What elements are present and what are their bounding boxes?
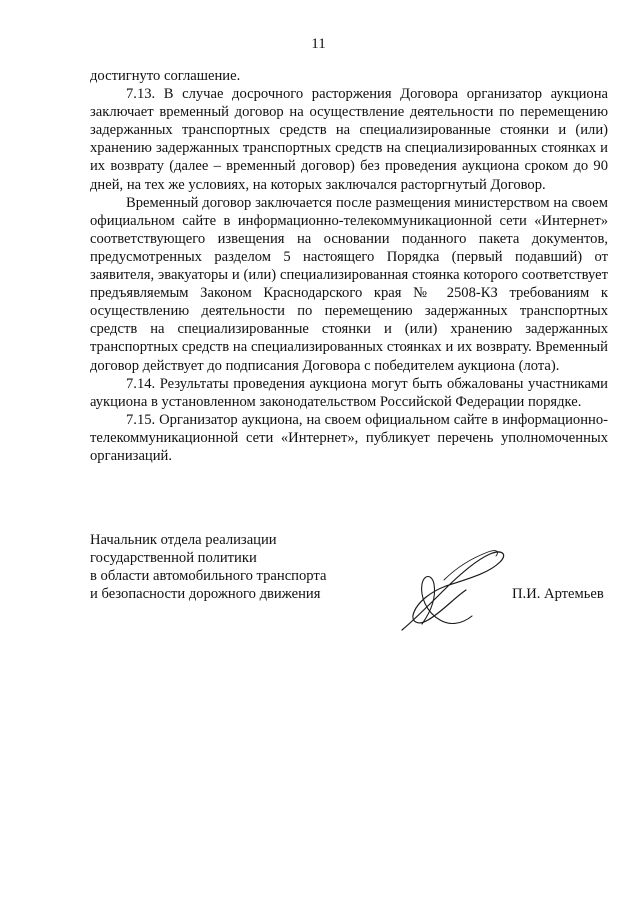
position-line: и безопасности дорожного движения (90, 586, 321, 603)
position-line: государственной политики (90, 550, 257, 567)
position-line: Начальник отдела реализации (90, 532, 277, 548)
paragraph-7-14: 7.14. Результаты проведения аукциона могут быть обжалованы участниками аукциона в установленном законодательством Российской Федерации порядке. (90, 375, 608, 410)
handwritten-signature (384, 540, 514, 640)
page-number: 11 (311, 36, 326, 52)
paragraph-continuation: достигнуто соглашение. (90, 68, 241, 84)
document-body (90, 67, 608, 465)
signatory-position (90, 531, 390, 603)
position-line: в области автомобильного транспорта (90, 568, 327, 585)
paragraph-7-15: 7.15. Организатор аукциона, на своем официальном сайте в информационно-телекоммуникационной сети «Интернет», публикует перечень уполномоченных организаций. (90, 411, 608, 464)
paragraph-temporary-contract: Временный договор заключается после размещения министерством на своем официальном сайте в информационно-телекоммуникационной сети «Интернет» соответствующего извещения на основании поданного пакета документов, предусмотренных разделом 5 настоящего Порядка (первый подавший) от заявителя, эвакуаторы и (или) специализированная стоянка которого соответствует предъявляемым Законом Краснодарского края № 2508-КЗ требованиям к осуществлению деятельности по перемещению задержанных транспортных средств на специализированные стоянки и (или) хранению задержанных транспортных средств на специализированных стоянках и их возврату. Временный договор действует до подписания Договора с победителем аукциона (лота). (90, 194, 608, 374)
signer-name: П.И. Артемьев (512, 586, 604, 602)
paragraph-7-13: 7.13. В случае досрочного расторжения Договора организатор аукциона заключает временный договор на осуществление деятельности по перемещению задержанных транспортных средств на специализированные стоянки и (или) хранению задержанных транспортных средств на специализированных стоянках и их возврату (далее – временный договор) без проведения аукциона сроком до 90 дней, на тех же условиях, на которых заключался расторгнутый Договор. (90, 86, 608, 193)
